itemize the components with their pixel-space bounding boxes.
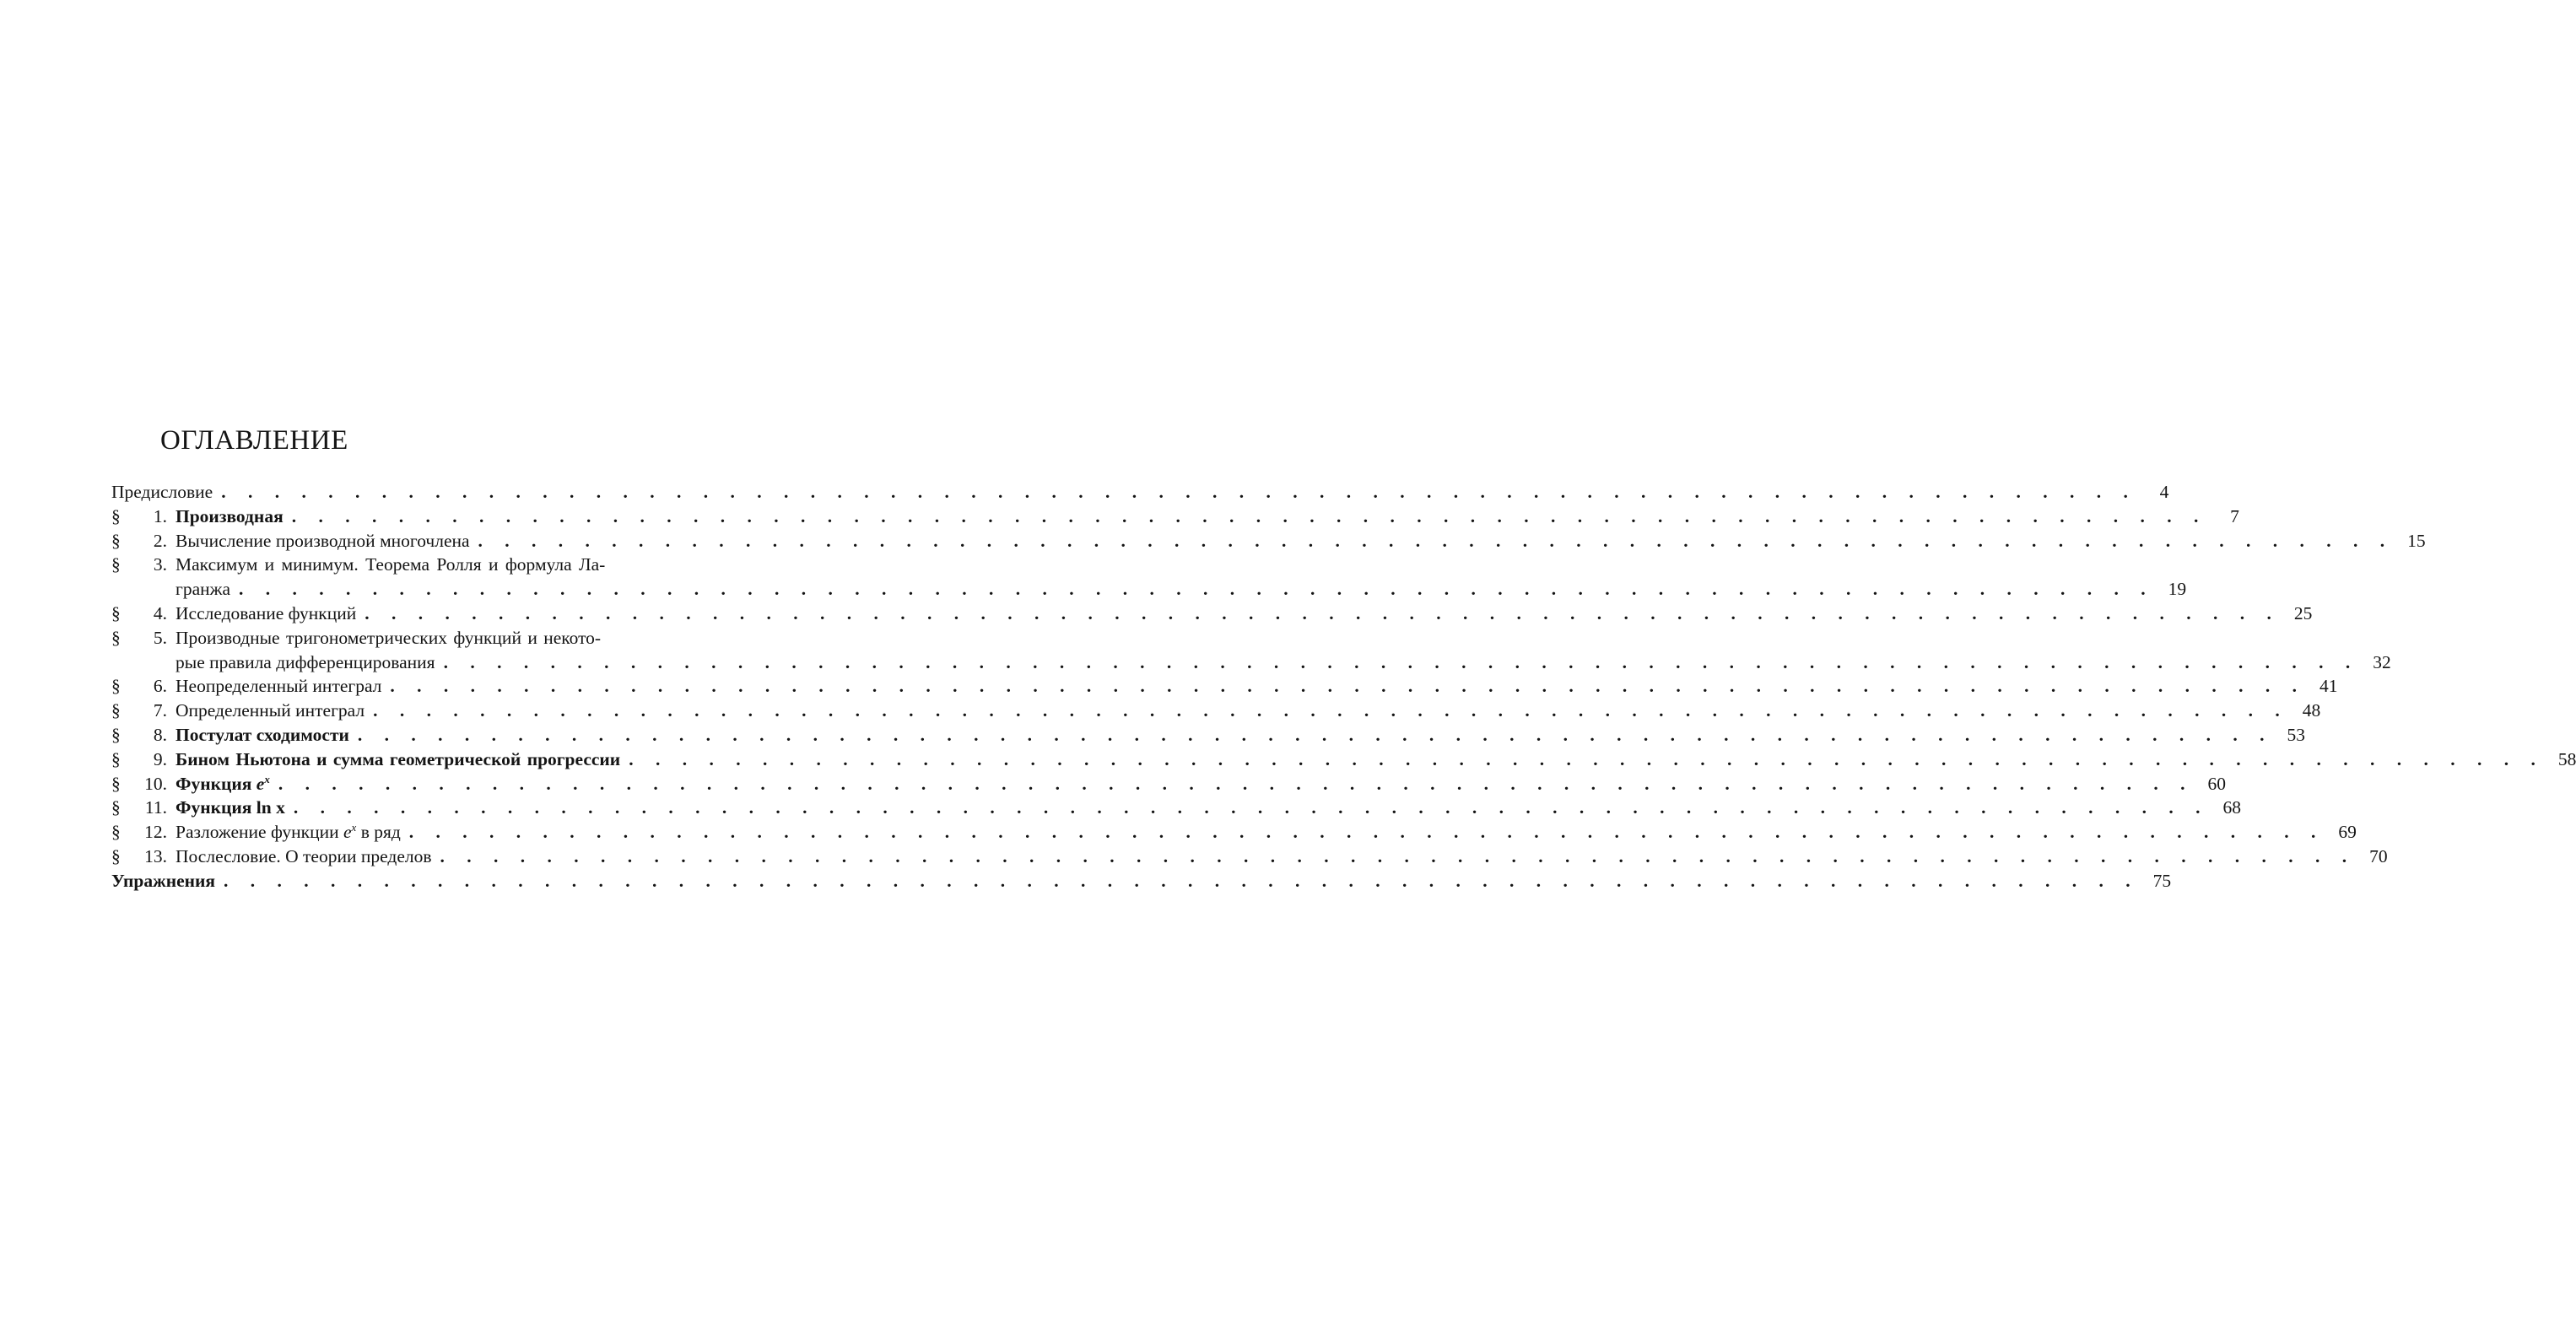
toc-entry-2[interactable] bbox=[111, 530, 2426, 555]
math-e: e bbox=[343, 822, 352, 843]
toc-entry-5-continuation[interactable] bbox=[111, 651, 2391, 677]
toc-entry-number: 9. bbox=[153, 748, 167, 769]
section-sign: § bbox=[111, 602, 121, 623]
toc-entry-title: Производные тригонометрических функций и некото- bbox=[176, 627, 602, 648]
toc-entry-title: Постулат сходимости bbox=[176, 724, 349, 745]
toc-entry-page: 68 bbox=[2222, 797, 2241, 818]
dot-leader bbox=[278, 774, 2194, 795]
toc-entry-preface[interactable] bbox=[111, 482, 2169, 506]
dot-leader bbox=[294, 797, 2209, 818]
toc-entry-page: 41 bbox=[2319, 676, 2338, 697]
dot-leader bbox=[224, 871, 2139, 892]
toc-entry-title-text: Функция bbox=[176, 797, 252, 818]
toc-entry-page: 58 bbox=[2557, 748, 2576, 769]
toc-entry-13[interactable] bbox=[111, 845, 2388, 871]
section-sign: § bbox=[111, 748, 121, 769]
toc-entry-11[interactable] bbox=[111, 797, 2241, 822]
dot-leader bbox=[444, 652, 2359, 673]
dot-leader bbox=[390, 676, 2305, 697]
toc-entry-title: Упражнения bbox=[111, 870, 216, 891]
toc-entry-title: Предисловие bbox=[111, 482, 213, 502]
toc-entry-9[interactable] bbox=[111, 748, 2576, 774]
toc-entry-page: 15 bbox=[2407, 530, 2426, 551]
table-of-contents bbox=[111, 482, 2576, 895]
toc-entry-exercises[interactable] bbox=[111, 870, 2172, 895]
math-ln-x: ln x bbox=[256, 797, 285, 818]
toc-entry-number: 13. bbox=[144, 845, 167, 866]
toc-entry-number: 11. bbox=[144, 797, 167, 818]
dot-leader bbox=[358, 725, 2273, 746]
toc-entry-title: Производная bbox=[176, 505, 284, 526]
toc-entry-number: 10. bbox=[144, 773, 167, 794]
section-sign: § bbox=[111, 700, 121, 721]
section-sign: § bbox=[111, 554, 121, 575]
dot-leader bbox=[221, 482, 2136, 503]
page-title: ОГЛАВЛЕНИЕ bbox=[160, 425, 348, 456]
toc-entry-title-text: Функция bbox=[176, 773, 252, 794]
toc-entry-number: 3. bbox=[153, 554, 167, 575]
math-superscript: x bbox=[351, 821, 357, 834]
toc-entry-6[interactable] bbox=[111, 676, 2338, 700]
dot-leader bbox=[409, 822, 2325, 843]
toc-entry-title bbox=[176, 774, 270, 795]
toc-entry-number: 2. bbox=[153, 530, 167, 551]
toc-entry-3-continuation[interactable] bbox=[111, 579, 2187, 603]
dot-leader bbox=[629, 749, 2544, 770]
dot-leader bbox=[440, 846, 2356, 867]
toc-entry-title: Вычисление производной многочлена bbox=[176, 530, 470, 551]
toc-entry-page: 48 bbox=[2302, 700, 2321, 721]
toc-entry-number: 5. bbox=[153, 627, 167, 648]
section-sign: § bbox=[111, 676, 121, 697]
math-superscript: x bbox=[264, 772, 270, 785]
toc-entry-title-text: Разложение функции bbox=[176, 822, 339, 843]
toc-entry-page: 7 bbox=[2230, 505, 2239, 526]
section-sign: § bbox=[111, 530, 121, 551]
toc-entry-title: Послесловие. О теории пределов bbox=[176, 845, 432, 866]
toc-entry-number: 1. bbox=[153, 505, 167, 526]
toc-entry-8[interactable] bbox=[111, 724, 2306, 749]
toc-entry-title-tail: в ряд bbox=[360, 822, 401, 843]
toc-entry-page: 69 bbox=[2338, 822, 2357, 843]
toc-entry-number: 7. bbox=[153, 700, 167, 721]
toc-entry-title bbox=[176, 797, 285, 818]
toc-entry-7[interactable] bbox=[111, 700, 2321, 725]
toc-entry-5[interactable] bbox=[111, 628, 729, 652]
toc-entry-title-continuation: гранжа bbox=[176, 579, 231, 600]
toc-entry-page: 19 bbox=[2168, 579, 2187, 600]
toc-entry-title: Бином Ньютона и сумма геометрической прогрессии bbox=[176, 748, 621, 769]
toc-entry-title-continuation: рые правила дифференцирования bbox=[176, 651, 435, 672]
toc-entry-page: 70 bbox=[2369, 845, 2388, 866]
section-sign: § bbox=[111, 845, 121, 866]
toc-entry-title: Определенный интеграл bbox=[176, 700, 365, 721]
section-sign: § bbox=[111, 724, 121, 745]
toc-entry-number: 6. bbox=[153, 676, 167, 697]
section-sign: § bbox=[111, 505, 121, 526]
toc-entry-10[interactable] bbox=[111, 772, 2226, 798]
toc-entry-4[interactable] bbox=[111, 602, 2313, 628]
toc-entry-page: 32 bbox=[2373, 651, 2391, 672]
toc-entry-page: 60 bbox=[2207, 773, 2226, 794]
toc-entry-page: 25 bbox=[2293, 602, 2313, 623]
toc-entry-1[interactable] bbox=[111, 505, 2239, 531]
toc-entry-number: 4. bbox=[153, 602, 167, 623]
dot-leader bbox=[478, 531, 2394, 552]
toc-entry-page: 75 bbox=[2152, 870, 2172, 891]
toc-entry-number: 8. bbox=[153, 724, 167, 745]
math-e: e bbox=[256, 773, 265, 794]
toc-entry-title: Максимум и минимум. Теорема Ролля и формула Ла- bbox=[176, 554, 606, 575]
section-sign: § bbox=[111, 773, 121, 794]
dot-leader bbox=[373, 700, 2288, 721]
toc-entry-3[interactable] bbox=[111, 554, 729, 579]
toc-entry-page: 4 bbox=[2159, 482, 2169, 502]
section-sign: § bbox=[111, 822, 121, 843]
toc-entry-title bbox=[176, 822, 401, 843]
toc-entry-title: Исследование функций bbox=[176, 602, 357, 623]
toc-entry-number: 12. bbox=[144, 822, 167, 843]
dot-leader bbox=[239, 579, 2154, 600]
toc-entry-12[interactable] bbox=[111, 821, 2357, 846]
dot-leader bbox=[365, 603, 2280, 624]
toc-entry-page: 53 bbox=[2287, 724, 2306, 745]
section-sign: § bbox=[111, 797, 121, 818]
section-sign: § bbox=[111, 627, 121, 648]
dot-leader bbox=[292, 506, 2207, 527]
toc-entry-title: Неопределенный интеграл bbox=[176, 676, 382, 697]
